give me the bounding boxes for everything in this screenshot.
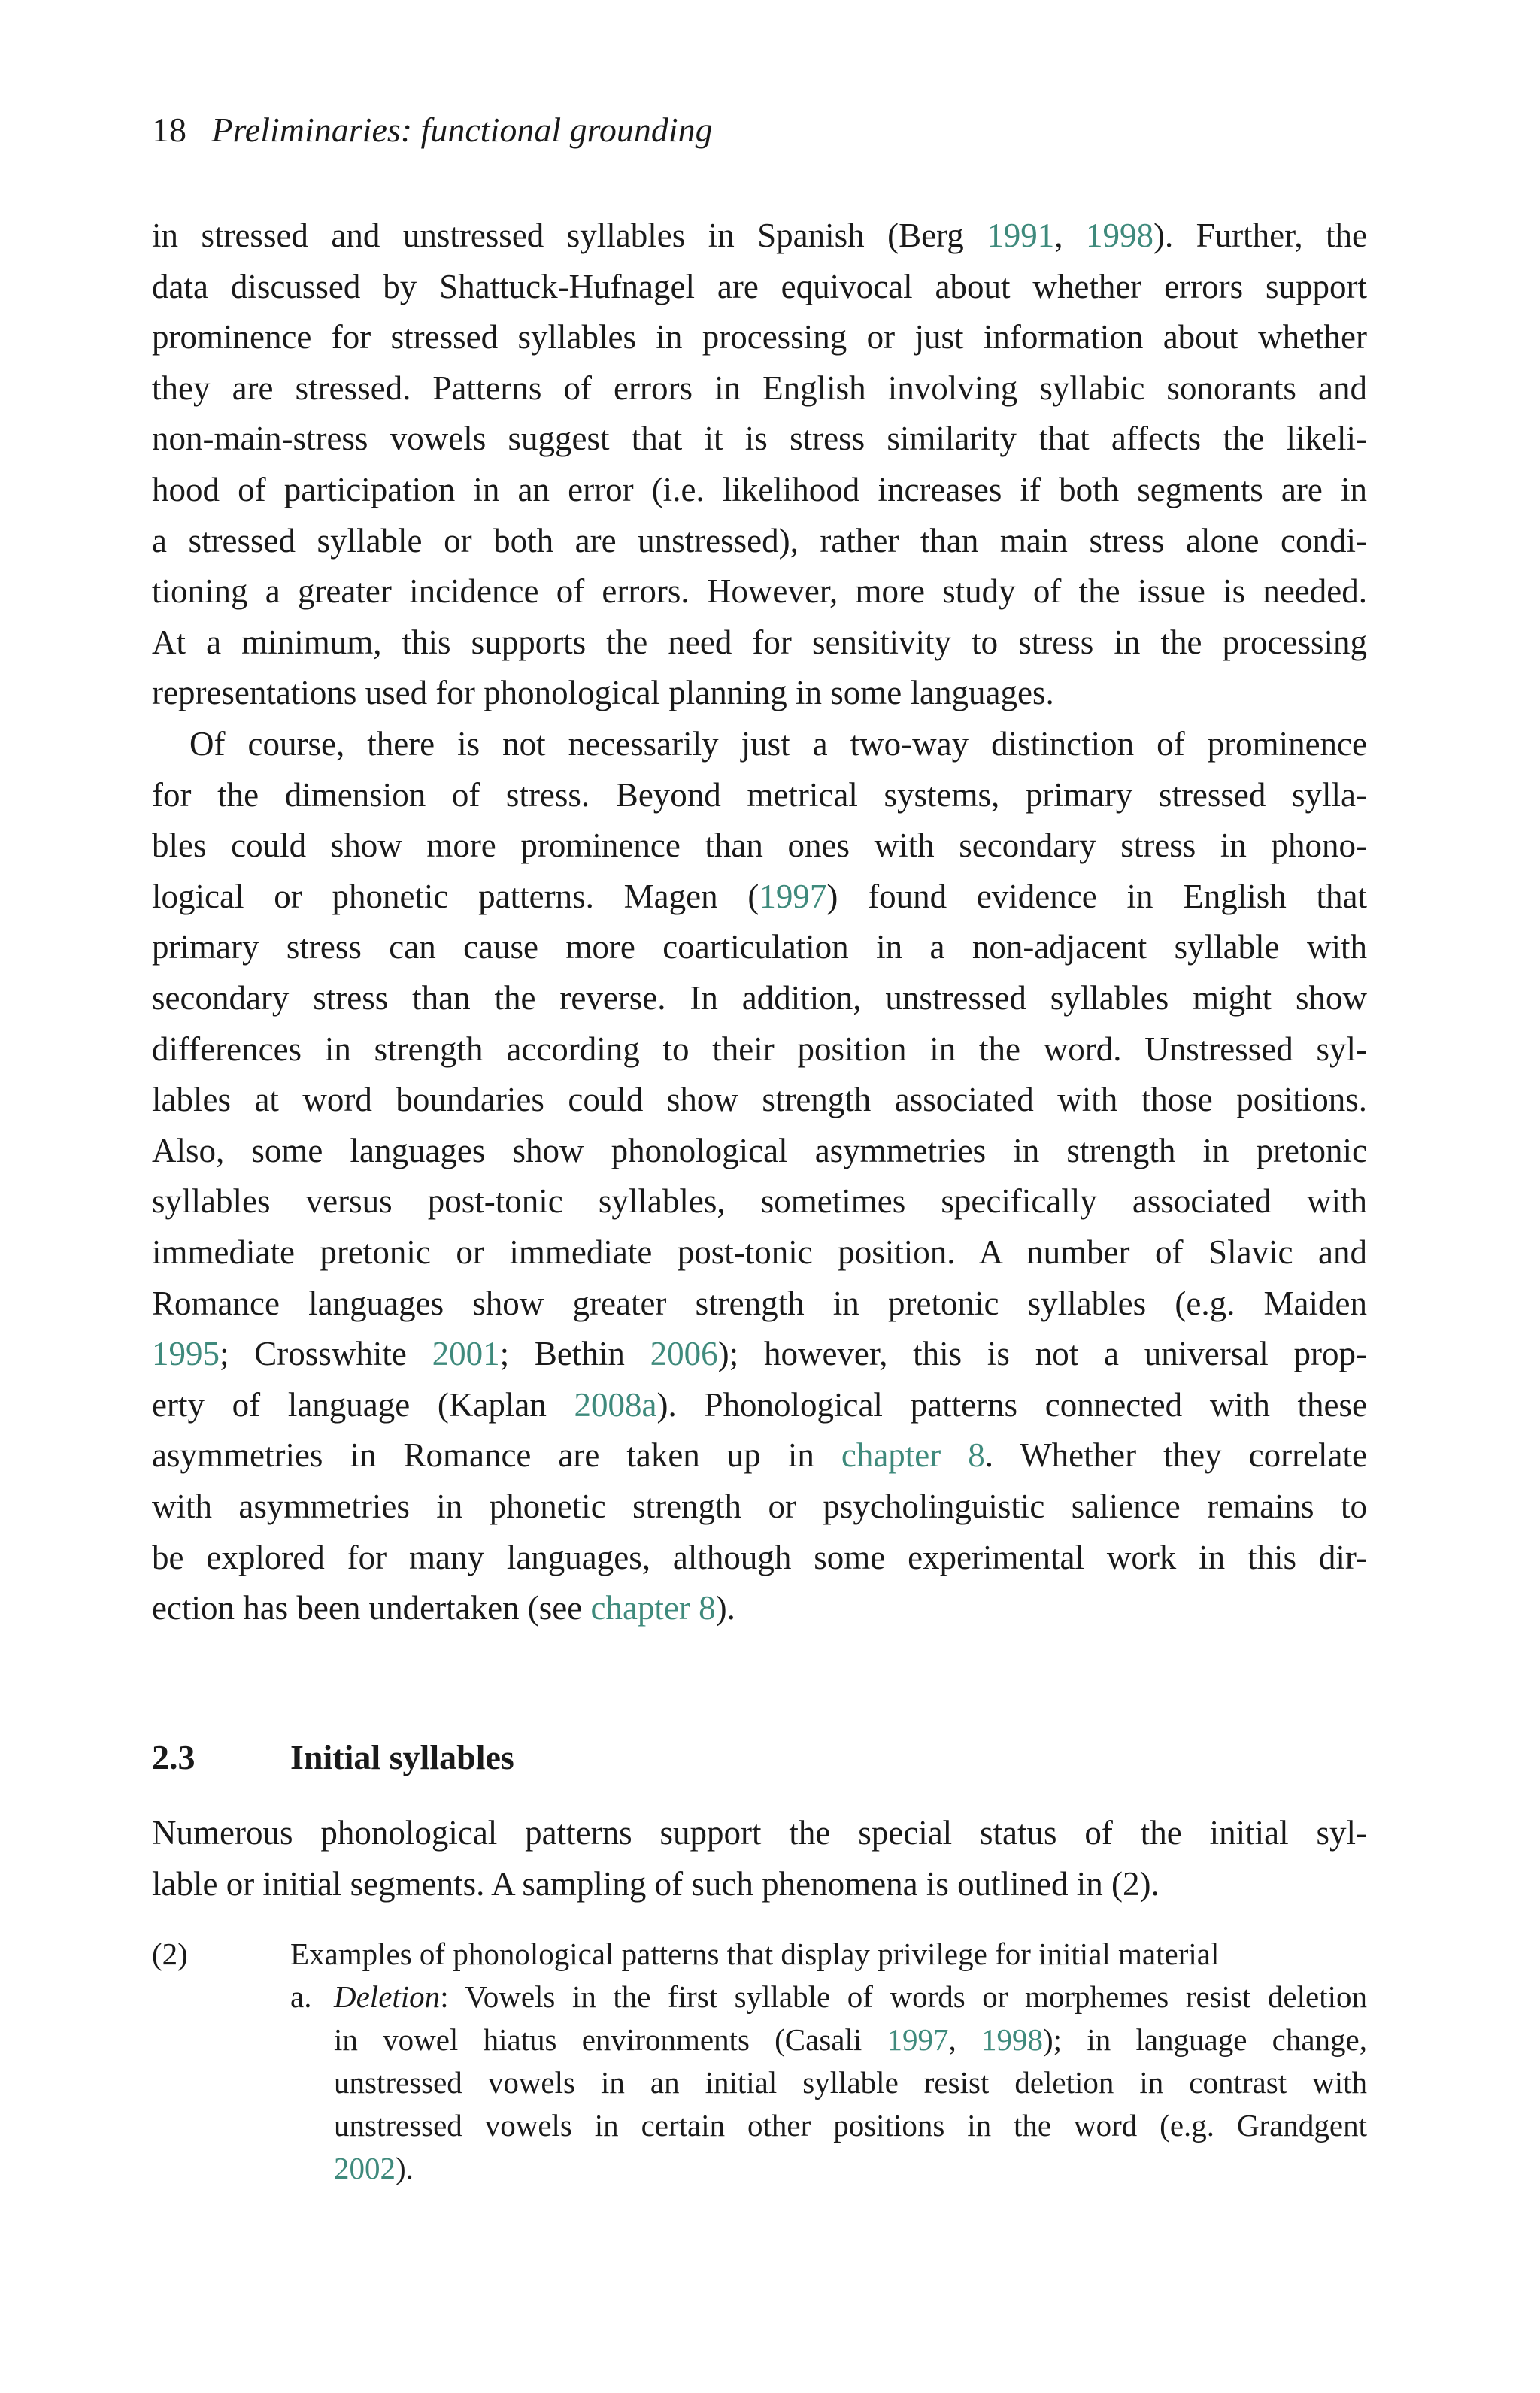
text-line — [152, 820, 1367, 872]
text-line — [152, 1126, 1367, 1177]
text-run: syllables versus post-tonic syllables, sometimes specifically associated with — [152, 1182, 1367, 1221]
paragraph-2 — [152, 719, 1367, 1634]
text-line — [152, 922, 1367, 973]
citation-link[interactable]: 2008a — [574, 1385, 657, 1424]
example-item-label: a. — [290, 1979, 312, 2014]
text-run: ). — [396, 2151, 414, 2185]
text-line — [334, 1976, 1367, 2018]
text-line — [152, 1024, 1367, 1075]
text-line — [152, 1380, 1367, 1431]
text-line — [334, 2147, 1367, 2190]
citation-link[interactable]: 2006 — [650, 1335, 718, 1373]
citation-link[interactable]: 1991 — [987, 217, 1055, 254]
text-run: in vowel hiatus environments (Casali — [334, 2022, 887, 2057]
text-line — [152, 465, 1367, 516]
text-line — [334, 2018, 1367, 2061]
text-line — [334, 2104, 1367, 2147]
text-line — [152, 973, 1367, 1024]
section-number: 2.3 — [152, 1738, 196, 1776]
text-line — [152, 668, 1367, 719]
text-line — [152, 1482, 1367, 1533]
text-run: Romance languages show greater strength in pretonic syllables (e.g. Maiden — [152, 1284, 1367, 1322]
text-run: immediate pretonic or immediate post-tonic position. A number of Slavic and — [152, 1233, 1367, 1271]
text-line — [334, 2061, 1367, 2104]
text-line — [152, 414, 1367, 465]
text-run: erty of language (Kaplan — [152, 1385, 574, 1424]
text-run: lables at word boundaries could show strength associated with those positions. — [152, 1081, 1367, 1119]
text-run: non-main-stress vowels suggest that it is stress similarity that affects the likeli- — [152, 420, 1367, 458]
text-line — [152, 1075, 1367, 1126]
text-run: they are stressed. Patterns of errors in English involving syllabic sonorants and — [152, 369, 1367, 407]
citation-link[interactable]: chapter 8 — [590, 1589, 716, 1627]
running-head-title: Preliminaries: functional grounding — [211, 111, 713, 149]
text-run: Also, some languages show phonological asymmetries in strength in pretonic — [152, 1131, 1367, 1169]
text-run: in stressed and unstressed syllables in Spanish (Berg — [152, 217, 987, 254]
text-run: bles could show more prominence than ones with secondary stress in phono- — [152, 826, 1367, 865]
text-run: At a minimum, this supports the need for sensitivity to stress in the processing — [152, 623, 1367, 661]
emphasis-term: Deletion — [334, 1979, 441, 2014]
text-run: ). — [715, 1589, 735, 1627]
text-run: secondary stress than the reverse. In addition, unstressed syllables might show — [152, 978, 1367, 1017]
text-run: representations used for phonological planning in some languages. — [152, 674, 1054, 712]
section-title: Initial syllables — [290, 1738, 514, 1776]
text-run: prominence for stressed syllables in processing or just information about whether — [152, 318, 1367, 356]
text-run: ); however, this is not a universal prop- — [717, 1335, 1367, 1373]
text-run: ); in language change, — [1043, 2022, 1368, 2057]
running-head — [152, 113, 713, 147]
text-line — [152, 1430, 1367, 1482]
example-number: (2) — [152, 1937, 188, 1971]
text-run: data discussed by Shattuck-Hufnagel are equivocal about whether errors support — [152, 267, 1367, 305]
text-run: ection has been undertaken (see — [152, 1589, 591, 1627]
text-line — [152, 1859, 1367, 1910]
text-line — [152, 617, 1367, 669]
text-line — [152, 1176, 1367, 1227]
citation-link[interactable]: 1997 — [887, 2022, 949, 2057]
citation-link[interactable]: 1997 — [759, 877, 827, 915]
text-run: asymmetries in Romance are taken up in — [152, 1436, 841, 1475]
text-line — [152, 312, 1367, 363]
text-run: Of course, there is not necessarily just a two-way distinction of prominence — [189, 725, 1367, 763]
text-run: : Vowels in the first syllable of words or morphemes resist deletion — [440, 1979, 1367, 2014]
text-line — [152, 1808, 1367, 1859]
text-line — [152, 211, 1367, 262]
text-run: a stressed syllable or both are unstressed), rather than main stress alone condi- — [152, 521, 1367, 560]
text-run: logical or phonetic patterns. Magen ( — [152, 877, 759, 915]
text-line — [152, 872, 1367, 923]
text-line — [152, 1533, 1367, 1584]
text-run: for the dimension of stress. Beyond metrical systems, primary stressed sylla- — [152, 775, 1367, 814]
text-run: . Whether they correlate — [984, 1436, 1367, 1475]
example-intro: Examples of phonological patterns that display privilege for initial material — [290, 1937, 1220, 1971]
text-line — [152, 770, 1367, 821]
text-run: ). Phonological patterns connected with these — [656, 1385, 1367, 1424]
citation-link[interactable]: 1998 — [981, 2022, 1044, 2057]
text-run: differences in strength according to their position in the word. Unstressed syl- — [152, 1030, 1367, 1068]
text-run: with asymmetries in phonetic strength or psycholinguistic salience remains to — [152, 1487, 1367, 1525]
text-run: ). Further, the — [1153, 217, 1368, 254]
paragraph-3 — [152, 1808, 1367, 1909]
text-run: ; Bethin — [499, 1335, 650, 1373]
text-line — [152, 1329, 1367, 1380]
example-item-body — [334, 1976, 1367, 2190]
text-run: primary stress can cause more coarticulation in a non-adjacent syllable with — [152, 928, 1367, 966]
text-run: , — [1054, 217, 1086, 254]
text-line — [152, 719, 1367, 770]
text-line — [152, 566, 1367, 617]
citation-link[interactable]: 2002 — [334, 2151, 396, 2185]
text-run: be explored for many languages, although some experimental work in this dir- — [152, 1538, 1367, 1576]
text-run: hood of participation in an error (i.e. likelihood increases if both segments are in — [152, 470, 1367, 508]
paragraph-1 — [152, 211, 1367, 719]
text-line — [152, 262, 1367, 313]
citation-link[interactable]: 1998 — [1085, 217, 1153, 254]
text-line — [152, 1583, 1367, 1634]
text-line — [152, 363, 1367, 414]
citation-link[interactable]: 1995 — [152, 1335, 220, 1373]
text-run: Numerous phonological patterns support the special status of the initial syl- — [152, 1814, 1367, 1852]
citation-link[interactable]: chapter 8 — [841, 1436, 985, 1475]
text-run: ; Crosswhite — [220, 1335, 432, 1373]
text-run: tioning a greater incidence of errors. However, more study of the issue is needed. — [152, 572, 1367, 611]
text-run: unstressed vowels in certain other positions in the word (e.g. Grandgent — [334, 2108, 1367, 2143]
text-line — [152, 516, 1367, 567]
text-run: ) found evidence in English that — [826, 877, 1367, 915]
text-line — [152, 1227, 1367, 1278]
citation-link[interactable]: 2001 — [432, 1335, 500, 1373]
page-number: 18 — [152, 111, 186, 149]
section-heading — [152, 1737, 514, 1777]
text-run: lable or initial segments. A sampling of such phenomena is outlined in (2). — [152, 1864, 1160, 1903]
text-run: , — [948, 2022, 982, 2057]
text-run: unstressed vowels in an initial syllable resist deletion in contrast with — [334, 2065, 1367, 2100]
text-line — [152, 1278, 1367, 1330]
